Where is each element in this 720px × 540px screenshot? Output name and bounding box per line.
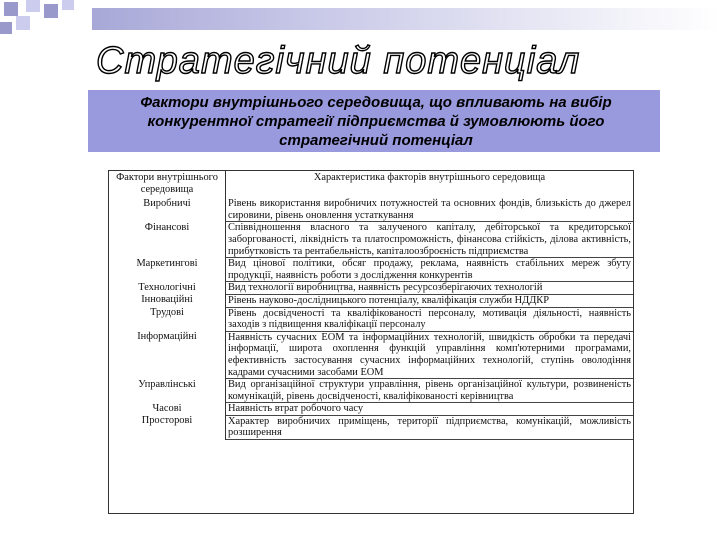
factor-cell: Технологічні — [109, 282, 226, 295]
table-row — [109, 282, 633, 295]
description-cell: Рівень науково-дослідницького потенціалу, кваліфікація служби НДДКР — [226, 294, 634, 307]
subtitle: Фактори внутрішнього середовища, що впливають на вибір конкурентної стратегії підприємства й зумовлюють його стратегічний потенціал — [140, 94, 612, 149]
factor-cell: Часові — [109, 403, 226, 416]
factor-cell: Трудові — [109, 307, 226, 331]
deco-square-4 — [16, 16, 30, 30]
table-row — [109, 403, 633, 416]
factor-cell: Інформаційні — [109, 331, 226, 378]
header-factor: Фактори внутрішнього середовища — [109, 171, 226, 198]
description-cell: Вид технології виробництва, наявність ресурсозберігаючих технологій — [226, 282, 634, 295]
page-title: Стратегічний потенціал — [96, 40, 581, 82]
factors-table — [108, 170, 634, 514]
description-cell: Співвідношення власного та залученого капіталу, дебіторської та кредиторської заборгованості, ліквідність та платоспроможність, фінансова стійкість, ділова активність, прибутковість та рентабельність, капіталоозброєність підприємства — [226, 222, 634, 258]
header-description: Характеристика факторів внутрішнього середовища — [313, 172, 546, 183]
decorative-header — [0, 0, 720, 40]
table-row — [109, 258, 633, 282]
factor-cell: Управлінські — [109, 379, 226, 403]
factor-cell: Виробничі — [109, 198, 226, 222]
description-cell: Наявність втрат робочого часу — [226, 403, 634, 416]
description-cell: Наявність сучасних ЕОМ та інформаційних технологій, швидкість обробки та передачі інформації, широта охоплення функцій управління комп'ютерними програмами, ефективність застосування сучасних інформаційних технологій, ступінь оволодіння кадрами сучасними засобами ЕОМ — [226, 331, 634, 378]
table-header-row — [109, 171, 633, 198]
description-cell: Рівень досвідченості та кваліфікованості персоналу, мотивація діяльності, наявність заходів з підвищення кваліфікації персоналу — [226, 307, 634, 331]
factor-cell: Фінансові — [109, 222, 226, 258]
description-cell: Вид цінової політики, обсяг продажу, реклама, наявність стабільних мереж збуту продукції, наявність роботи з дослідження конкурентів — [226, 258, 634, 282]
description-cell: Рівень використання виробничих потужностей та основних фондів, близькість до джерел сировини, рівень оновлення устаткування — [226, 198, 634, 222]
table-row — [109, 379, 633, 403]
table-row — [109, 294, 633, 307]
deco-square-3 — [44, 4, 58, 18]
table-row — [109, 198, 633, 222]
table-row — [109, 331, 633, 378]
factor-cell: Маркетингові — [109, 258, 226, 282]
description-cell: Вид організаційної структури управління, рівень організаційної культури, розвиненість комунікацій, рівень досвідченості, кваліфікованості керівництва — [226, 379, 634, 403]
deco-square-1 — [4, 2, 18, 16]
table-row — [109, 307, 633, 331]
deco-square-6 — [62, 0, 74, 10]
factor-cell: Інноваційні — [109, 294, 226, 307]
description-cell: Характер виробничих приміщень, території підприємства, комунікацій, можливість розширення — [226, 415, 634, 439]
gradient-bar — [92, 8, 720, 30]
deco-square-2 — [26, 0, 40, 12]
table-row — [109, 222, 633, 258]
deco-square-5 — [0, 22, 12, 34]
factor-cell: Просторові — [109, 415, 226, 439]
table-row — [109, 415, 633, 439]
